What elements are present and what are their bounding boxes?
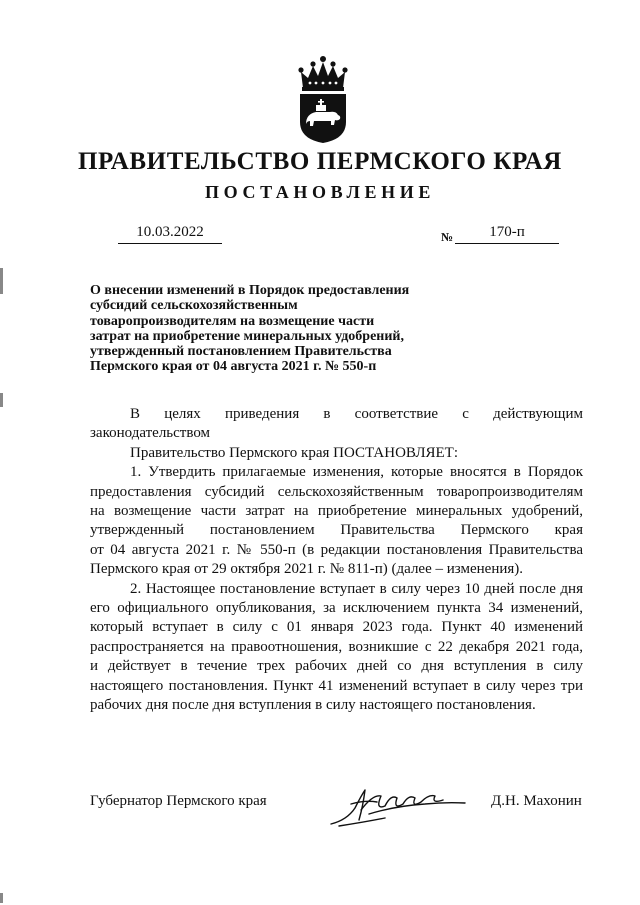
preamble-line: Правительство Пермского края ПОСТАНОВЛЯЕТ:: [130, 444, 459, 461]
paragraph-2-line: настоящего постановления. Пункт 41 изменений вступает в силу через три: [90, 677, 583, 694]
subject-line: затрат на приобретение минеральных удобрений,: [90, 328, 404, 344]
handwritten-signature: [325, 780, 475, 830]
preamble-line: В целях приведения в соответствие с действующим: [130, 406, 583, 422]
document-body: [90, 405, 583, 716]
paragraph-2-line: и действует в течение трех рабочих дней со дня вступления в силу: [90, 658, 583, 675]
document-number: 170-п: [455, 224, 559, 244]
document-subject: [90, 283, 460, 375]
paragraph-1-line: Пермского края от 29 октября 2021 г. № 811-п) (далее – изменения).: [90, 561, 524, 578]
subject-line: О внесении изменений в Порядок предоставления: [90, 283, 410, 298]
subject-line: субсидий сельскохозяйственным: [90, 298, 298, 314]
paragraph-2-line: рабочих дня после дня вступления в силу настоящего постановления.: [90, 697, 536, 714]
government-title: ПРАВИТЕЛЬСТВО ПЕРМСКОГО КРАЯ: [78, 148, 562, 175]
signatory-name: Д.Н. Махонин: [491, 793, 582, 809]
paragraph-2-line: распространяется на правоотношения, возникшие с 22 декабря 2021 года,: [90, 638, 583, 655]
paragraph-2-line: 2. Настоящее постановление вступает в силу через 10 дней после дня: [130, 580, 583, 597]
document-date: 10.03.2022: [118, 224, 222, 244]
signatory-position: Губернатор Пермского края: [90, 793, 267, 809]
document-type: ПОСТАНОВЛЕНИЕ: [205, 182, 435, 202]
subject-line: утвержденный постановлением Правительства: [90, 344, 392, 360]
paragraph-1-line: 1. Утвердить прилагаемые изменения, которые вносятся в Порядок: [130, 464, 583, 481]
scan-edge-mark: [0, 893, 3, 903]
scan-edge-mark: [0, 268, 3, 294]
scan-edge-mark: [0, 393, 3, 407]
paragraph-1-line: на возмещение части затрат на приобретение минеральных удобрений,: [90, 503, 583, 520]
preamble-line: законодательством: [90, 425, 211, 442]
paragraph-1-line: предоставления субсидий сельскохозяйственным товаропроизводителям: [90, 483, 583, 500]
subject-line: Пермского края от 04 августа 2021 г. № 550-п: [90, 359, 377, 375]
paragraph-1-line: от 04 августа 2021 г. № 550-п (в редакции постановления Правительства: [90, 541, 583, 558]
coat-of-arms-icon: [292, 54, 354, 144]
paragraph-2-line: его официального опубликования, за исключением пункта 34 изменений,: [90, 600, 583, 617]
subject-line: товаропроизводителям на возмещение части: [90, 313, 375, 329]
paragraph-1-line: утвержденный постановлением Правительства Пермского края: [90, 522, 583, 539]
paragraph-2-line: который вступает в силу с 01 января 2023 года. Пункт 40 изменений: [90, 619, 583, 636]
number-label: №: [441, 230, 454, 244]
